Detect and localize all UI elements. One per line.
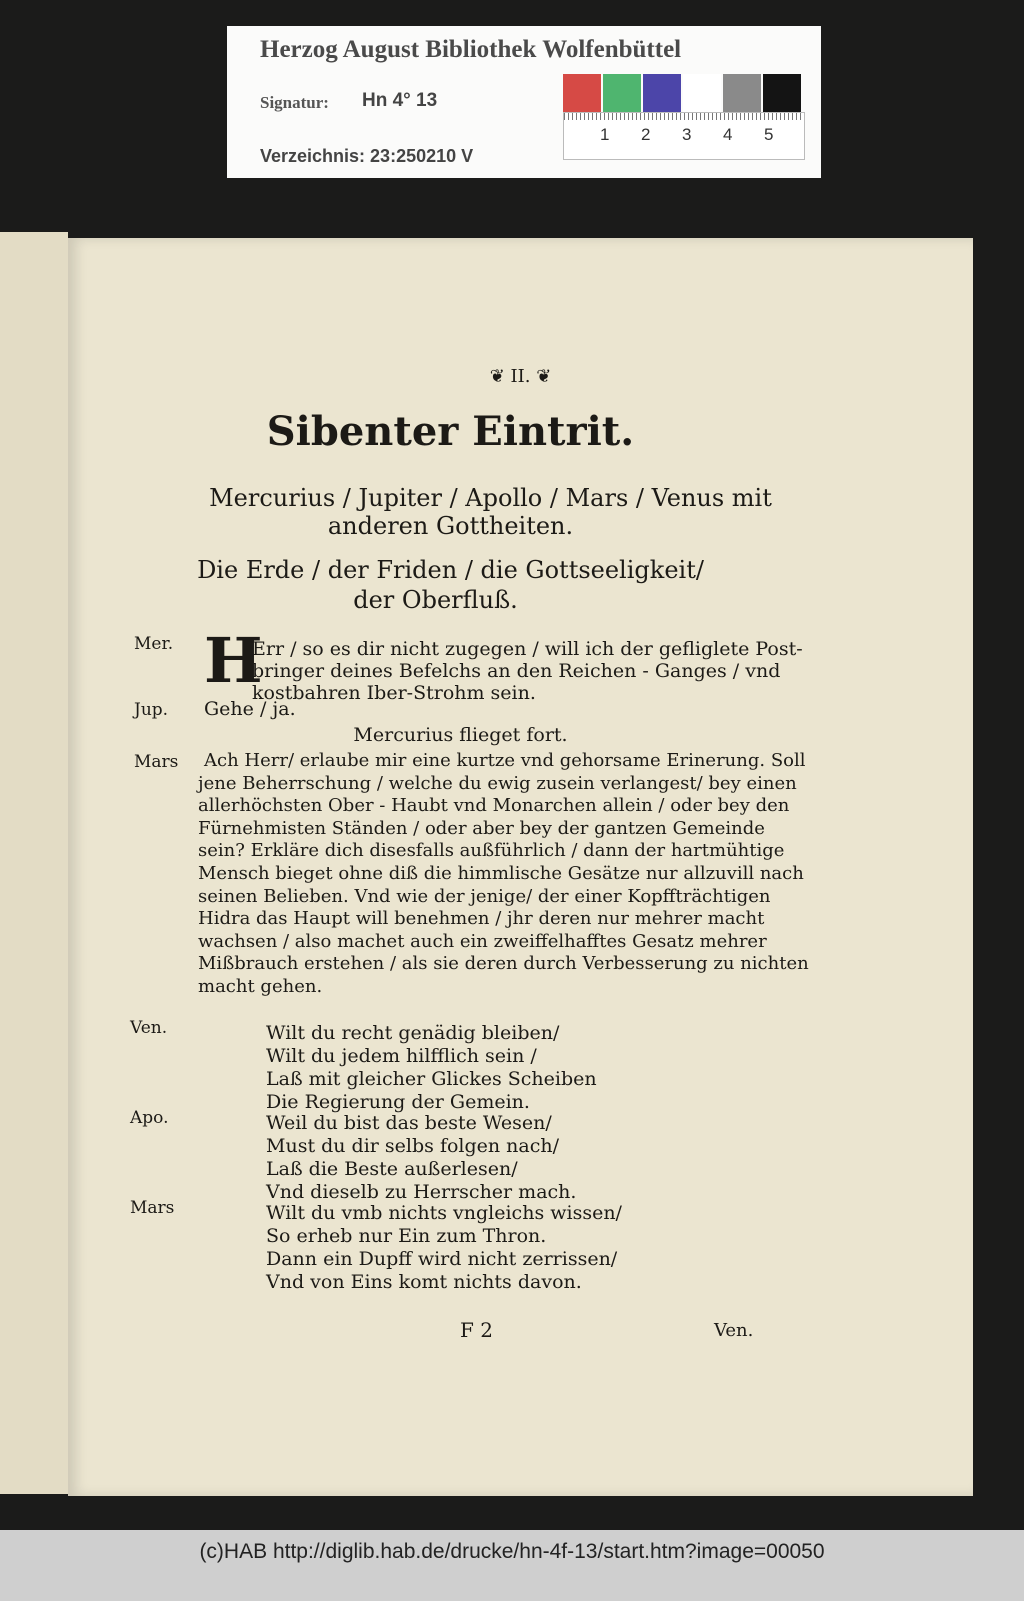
speaker-label: Mer.: [134, 634, 174, 654]
text-line: allerhöchsten Ober - Haubt vnd Monarchen allein / oder bey den: [198, 795, 790, 817]
library-name: Herzog August Bibliothek Wolfenbüttel: [260, 36, 682, 63]
text-line: Mensch bieget ohne diß die himmlische Gesätze nur allzuvill nach: [198, 863, 804, 884]
verse-line: Vnd dieselb zu Herrscher mach.: [266, 1181, 577, 1203]
text-line: sein? Erkläre dich disesfalls außführlich / dann der hartmühtige: [198, 840, 785, 862]
text-line: wachsen / also machet auch ein zweiffelhafftes Gesatz mehrer: [198, 930, 767, 952]
text-line: Hidra das Haupt will benehmen / jhr deren nur mehrer macht: [198, 908, 765, 930]
ruler-number: 4: [723, 125, 733, 144]
text-line: Mißbrauch erstehen / als sie deren durch Verbesserung zu nichten: [198, 953, 809, 975]
text-line: seinen Belieben. Vnd wie der jenige/ der einer Kopffträchtigen: [198, 885, 771, 907]
color-swatch: [763, 74, 801, 112]
section-number: ❦ II. ❦: [489, 366, 552, 387]
speaker-label: Jup.: [134, 700, 169, 720]
text-line: Gehe / ja.: [204, 698, 296, 720]
book-page: [68, 238, 973, 1496]
text-line: Fürnehmisten Ständen / oder aber bey der gantzen Gemeinde: [198, 817, 765, 839]
verse-line: Die Regierung der Gemein.: [266, 1091, 530, 1113]
color-swatch: [643, 74, 681, 112]
signatur-label: Signatur:: [260, 93, 329, 112]
verse-line: Weil du bist das beste Wesen/: [266, 1112, 552, 1134]
verzeichnis: Verzeichnis: 23:250210 V: [260, 146, 474, 166]
speaker-label: Mars: [130, 1198, 175, 1218]
verse-line: Laß die Beste außerlesen/: [266, 1158, 518, 1180]
signatur-value: Hn 4° 13: [362, 90, 438, 111]
color-swatch: [563, 74, 601, 112]
ruler-number: 2: [641, 125, 651, 144]
verse-line: Wilt du jedem hilfflich sein /: [266, 1045, 537, 1067]
catchword: Ven.: [714, 1320, 754, 1341]
color-swatch: [723, 74, 761, 112]
ruler-number: 5: [764, 125, 774, 144]
cast-line: der Oberfluß.: [353, 586, 518, 614]
cast-line: Mercurius / Jupiter / Apollo / Mars / Venus mit: [209, 484, 772, 512]
verse-line: So erheb nur Ein zum Thron.: [266, 1225, 547, 1247]
speaker-label: Mars: [134, 752, 179, 772]
verse-line: Laß mit gleicher Glickes Scheiben: [266, 1068, 597, 1090]
verse-line: Vnd von Eins komt nichts davon.: [266, 1271, 582, 1293]
text-line: jene Beherrschung / welche du ewig zusein verlangest/ bey einen: [198, 772, 797, 794]
text-line: Err / so es dir nicht zugegen / will ich der gefliglete Post-: [252, 638, 803, 660]
color-swatch: [683, 74, 721, 112]
ruler-number: 1: [600, 125, 610, 144]
verse-line: Wilt du recht genädig bleiben/: [266, 1022, 560, 1044]
speaker-label: Apo.: [130, 1108, 169, 1128]
text-line: Ach Herr/ erlaube mir eine kurtze vnd gehorsame Erinerung. Soll: [204, 750, 806, 771]
stage-direction: Mercurius flieget fort.: [353, 724, 568, 746]
verse-line: Dann ein Dupff wird nicht zerrissen/: [266, 1248, 618, 1270]
color-swatch: [603, 74, 641, 112]
speaker-label: Ven.: [130, 1018, 168, 1038]
cast-line: Die Erde / der Friden / die Gottseeligkeit/: [197, 556, 704, 584]
ruler-number: 3: [682, 125, 692, 144]
section-number-text: II.: [510, 366, 531, 387]
verse-line: Must du dir selbs folgen nach/: [266, 1135, 560, 1157]
cast-line: anderen Gottheiten.: [327, 512, 574, 540]
verse-line: Wilt du vmb nichts vngleichs wissen/: [266, 1202, 622, 1224]
library-label-card: [227, 26, 821, 178]
scale-ruler: [563, 112, 805, 160]
text-line: kostbahren Iber-Strohm sein.: [252, 682, 536, 704]
signature-mark: F 2: [460, 1318, 493, 1342]
drop-initial: H: [204, 624, 263, 697]
page-title: Sibenter Eintrit.: [266, 408, 635, 455]
text-line: macht gehen.: [198, 976, 323, 997]
copyright-url: (c)HAB http://diglib.hab.de/drucke/hn-4f-13/start.htm?image=00050: [199, 1540, 825, 1563]
text-line: bringer deines Befelchs an den Reichen - Ganges / vnd: [252, 660, 781, 682]
footer-bar: [0, 1530, 1024, 1601]
